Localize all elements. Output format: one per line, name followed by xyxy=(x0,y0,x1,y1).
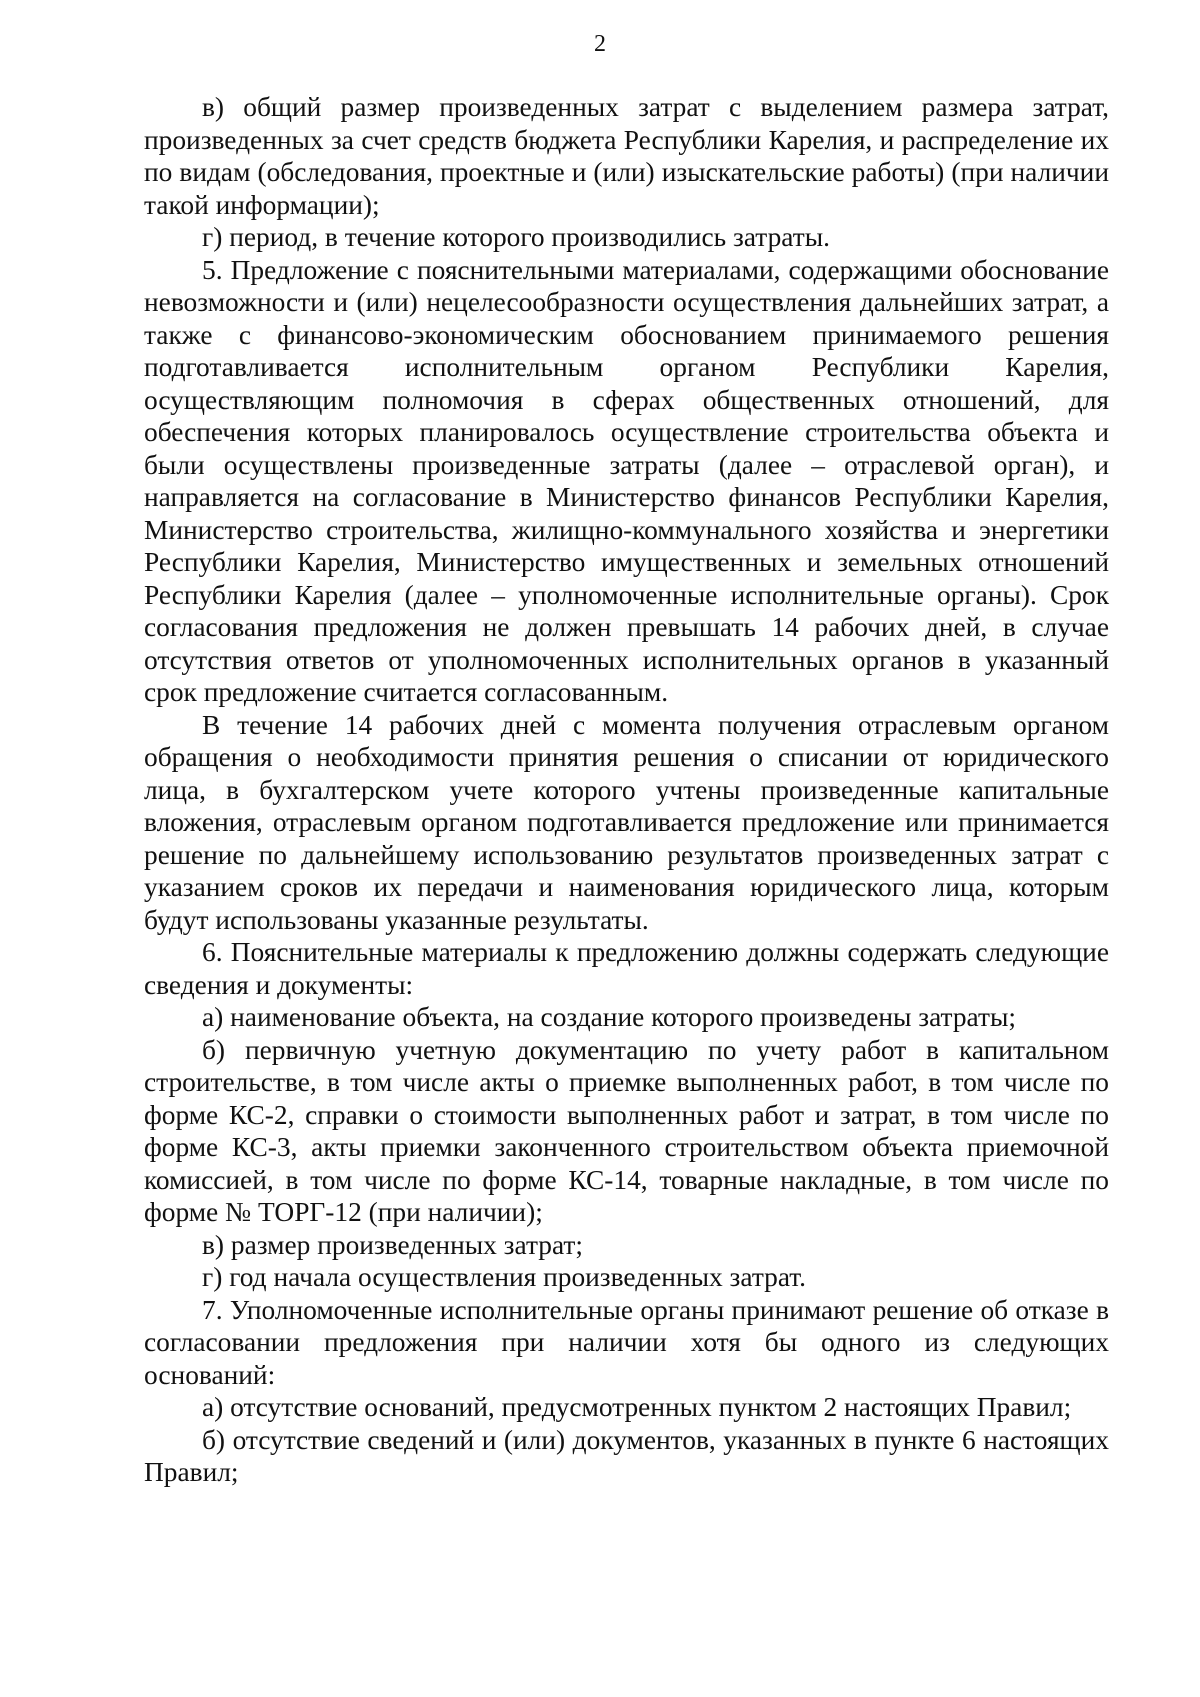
paragraph-7a: а) отсутствие оснований, предусмотренных пунктом 2 настоящих Правил; xyxy=(202,1392,1072,1422)
document-body xyxy=(144,91,1109,1489)
paragraph-6a: а) наименование объекта, на создание которого произведены затраты; xyxy=(202,1002,1016,1032)
paragraph-5-continued: В течение 14 рабочих дней с момента получения отраслевым органом обращения о необходимости принятия решения о списании от юридического лица, в бухгалтерском учете которого учтены произведенные капитальные вложения, отраслевым органом подготавливается предложение или принимается решение по дальнейшему использованию результатов произведенных затрат с указанием сроков их передачи и наименования юридического лица, которым будут использованы указанные результаты. xyxy=(144,709,1109,935)
paragraph-6g: г) год начала осуществления произведенных затрат. xyxy=(202,1262,807,1292)
paragraph-6b: б) первичную учетную документацию по учету работ в капитальном строительстве, в том числе акты о приемке выполненных работ, в том числе по форме КС-2, справки о стоимости выполненных работ и затрат, в том числе по форме КС-3, акты приемки законченного строительством объекта приемочной комиссией, в том числе по форме КС-14, товарные накладные, в том числе по форме № ТОРГ-12 (при наличии); xyxy=(144,1034,1109,1227)
paragraph-7: 7. Уполномоченные исполнительные органы принимают решение об отказе в согласовании предложения при наличии хотя бы одного из следующих оснований: xyxy=(144,1294,1109,1390)
paragraph-6: 6. Пояснительные материалы к предложению должны содержать следующие сведения и документы: xyxy=(144,937,1109,1000)
paragraph-4g: г) период, в течение которого производились затраты. xyxy=(202,222,830,252)
paragraph-4v: в) общий размер произведенных затрат с выделением размера затрат, произведенных за счет средств бюджета Республики Карелия, и распределение их по видам (обследования, проектные и (или) изыскательские работы) (при наличии такой информации); xyxy=(144,92,1109,220)
paragraph-5: 5. Предложение с пояснительными материалами, содержащими обоснование невозможности и (или) нецелесообразности осуществления дальнейших затрат, а также с финансово-экономическим обоснованием принимаемого решения подготавливается исполнительным органом Республики Карелия, осуществляющим полномочия в сферах общественных отношений, для обеспечения которых планировалось осуществление строительства объекта и были осуществлены произведенные затраты (далее – отраслевой орган), и направляется на согласование в Министерство финансов Республики Карелия, Министерство строительства, жилищно-коммунального хозяйства и энергетики Республики Карелия, Министерство имущественных и земельных отношений Республики Карелия (далее – уполномоченные исполнительные органы). Срок согласования предложения не должен превышать 14 рабочих дней, в случае отсутствия ответов от уполномоченных исполнительных органов в указанный срок предложение считается согласованным. xyxy=(144,254,1109,707)
paragraph-7b: б) отсутствие сведений и (или) документов, указанных в пункте 6 настоящих Правил; xyxy=(144,1424,1109,1487)
paragraph-6v: в) размер произведенных затрат; xyxy=(202,1229,583,1260)
page-number: 2 xyxy=(594,31,606,57)
